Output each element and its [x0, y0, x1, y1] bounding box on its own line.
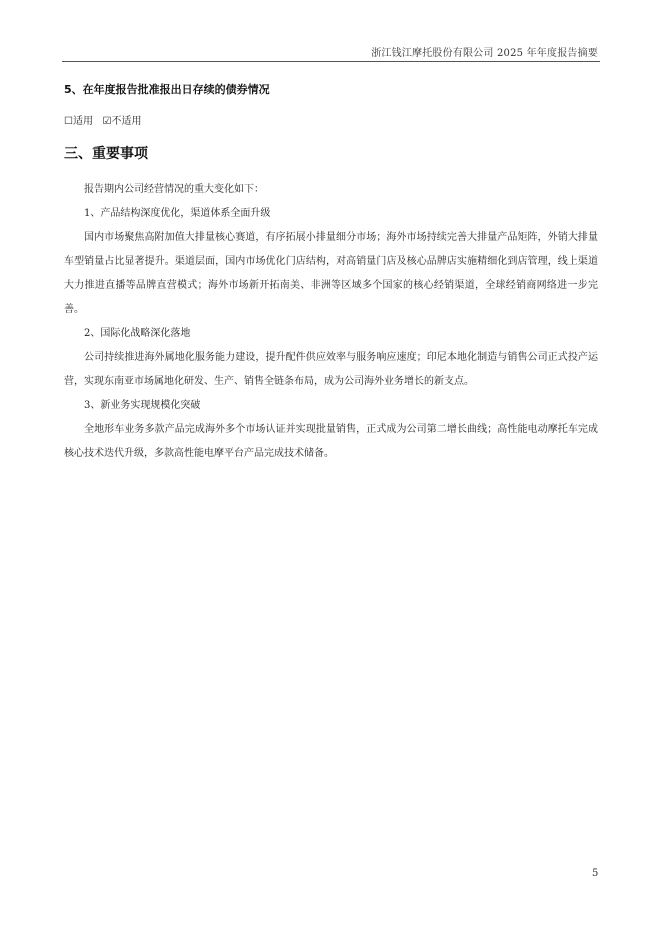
option-not-applicable: ☑不适用 — [102, 116, 142, 127]
major-matters-body — [64, 178, 598, 466]
major-matters-title: 三、重要事项 — [64, 146, 148, 162]
page-header: 浙江钱江摩托股份有限公司 2025 年年度报告摘要 — [371, 48, 598, 59]
paragraph-intro: 报告期内公司经营情况的重大变化如下： — [84, 184, 264, 195]
paragraph-body-3: 全地形车业务多款产品完成海外多个市场认证并实现批量销售，正式成为公司第二增长曲线；高性能电动摩托车完成核心技术迭代升级，多款高性能电摩平台产品完成技术储备。 — [64, 424, 598, 459]
paragraph-body-1: 国内市场聚焦高附加值大排量核心赛道，有序拓展小排量细分市场；海外市场持续完善大排量产品矩阵，外销大排量车型销量占比显著提升。渠道层面，国内市场优化门店结构，对高销量门店及核心品牌店实施精细化到店管理，线上渠道大力推进直播等品牌直营模式；海外市场新开拓南美、非洲等区域多个国家的核心经销渠道，全球经销商网络进一步完善。 — [64, 232, 598, 315]
option-applicable: ☐适用 — [64, 116, 93, 127]
paragraph-body-2: 公司持续推进海外属地化服务能力建设，提升配件供应效率与服务响应速度；印尼本地化制造与销售公司正式投产运营，实现东南亚市场属地化研发、生产、销售全链条布局，成为公司海外业务增长的新支点。 — [64, 352, 598, 387]
paragraph-heading-3: 3、新业务实现规模化突破 — [84, 400, 201, 411]
bond-section-title: 5、在年度报告批准报出日存续的债券情况 — [64, 83, 270, 96]
applicability-options — [64, 112, 142, 127]
paragraph-heading-2: 2、国际化战略深化落地 — [84, 328, 191, 339]
header-divider — [62, 61, 600, 62]
page-number: 5 — [592, 868, 599, 879]
paragraph-heading-1: 1、产品结构深度优化，渠道体系全面升级 — [84, 208, 271, 219]
